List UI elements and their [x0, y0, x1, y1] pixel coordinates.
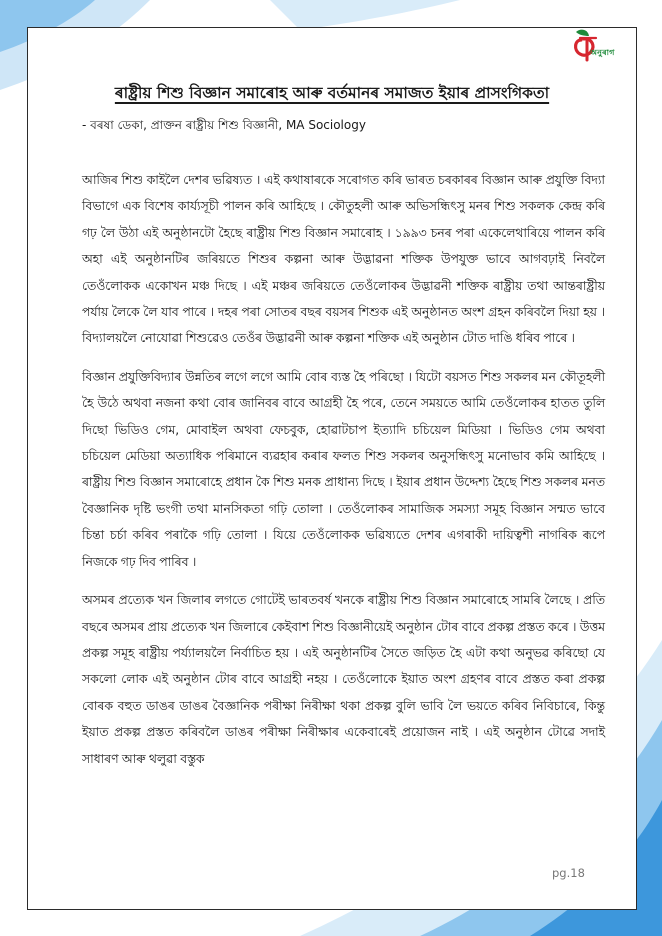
paragraph-3: অসমৰ প্ৰত্যেক খন জিলাৰ লগতে গোটেই ভাৰতবৰ্ষ খনকে ৰাষ্ট্ৰীয় শিশু বিজ্ঞান সমাৰোহে সামৰি লৈছে । প্ৰতি বছৰে অসমৰ প্ৰায় প্ৰত্যেক খন জিলাৰে কেইবাশ শিশু বিজ্ঞানীয়েই অনুষ্ঠান টোৰ বাবে প্ৰকল্প প্ৰস্তত কৰে । উত্তম প্ৰকল্প সমূহ ৰাষ্ট্ৰীয় পৰ্য্যালয়লৈ নিৰ্বাচিত হয় । এই অনুষ্ঠানটিৰ সৈতে জড়িত হৈ এটা কথা অনুভৱ কৰিছো যে সকলো লোক এই অনুষ্ঠান টোৰ বাবে আগ্ৰহী নহয় । তেওঁলোকে ইয়াত অংশ গ্ৰহণৰ বাবে প্ৰস্তত কৰা প্ৰকল্প বোৰক বহুত ডাঙৰ ডাঙৰ বৈজ্ঞানিক পৰীক্ষা নিৰীক্ষা থকা প্ৰকল্প বুলি ভাবি লৈ ভয়তে কৰিব নিবিচাৰে, কিন্তু ইয়াত প্ৰকল্প প্ৰস্তত কৰিবলৈ ডাঙৰ পৰীক্ষা নিৰীক্ষাৰ একেবাৰেই প্ৰয়োজন নাই । এই অনুষ্ঠান টোৱে সদাই সাধাৰণ আৰু থলুৱা বস্তুক [82, 593, 605, 766]
logo-text: অনুৰাগ [590, 48, 615, 57]
leaf-letter-logo-icon [566, 26, 638, 66]
author-byline: - বৰষা ডেকা, প্ৰাক্তন ৰাষ্ট্ৰীয় শিশু বিজ্ঞানী, MA Sociology [82, 118, 366, 132]
page-title [52, 81, 612, 107]
paragraph-2: বিজ্ঞান প্ৰযুক্তিবিদ্যাৰ উন্নতিৰ লগে লগে আমি বোৰ ব্যস্ত হৈ পৰিছো । যিটো বয়সত শিশু সকলৰ মন কৌতূহলী হৈ উঠে অথবা নজনা কথা বোৰ জানিবৰ বাবে আগ্ৰহী হৈ পৰে, তেনে সময়তে আমি তেওঁলোকৰ হাতত তুলি দিছো ভিডিও গেম, মোবাইল অথবা ফেচবুক, হোৱাটচাপ ইত্যাদি চচিয়েল মিডিয়া । ভিডিও গেম অথবা চচিয়েল মেডিয়া অত্যাধিক পৰিমানে ব্যৱহাৰ কৰাৰ ফলত শিশু সকলৰ অনুসন্ধিৎসু মনোভাব কমি আহিছে । ৰাষ্ট্ৰীয় শিশু বিজ্ঞান সমাৰোহে প্ৰধান কৈ শিশু মনক প্ৰাধান্য দিছে । ইয়াৰ প্ৰধান উদ্দেশ্য হৈছে শিশু সকলৰ মনত বৈজ্ঞানিক দৃষ্টি ভংগী তথা মানসিকতা গঢ়ি তোলা । তেওঁলোকৰ সামাজিক সমস্যা সমূহ বিজ্ঞান সন্মত ভাবে চিন্তা চৰ্চা কৰিব পৰাকৈ গঢ়ি তোলা । যিয়ে তেওঁলোকক ভৱিষ্যতে দেশৰ এগৰাকী দায়িত্বশী নাগৰিক ৰূপে নিজকে গঢ় দিব পাৰিব । [82, 369, 605, 569]
page-title-text: ৰাষ্ট্ৰীয় শিশু বিজ্ঞান সমাৰোহ আৰু বৰ্তমানৰ সমাজত ইয়াৰ প্ৰাসংগিকতা [114, 84, 550, 102]
paragraph-1: আজিৰ শিশু কাইলৈ দেশৰ ভৱিষ্যত । এই কথাষাৰকে সৰোগত কৰি ভাৰত চৰকাৰৰ বিজ্ঞান আৰু প্ৰযুক্তি বিদ্যা বিভাগে এক বিশেষ কাৰ্য্যসূচী পালন কৰি আহিছে । কৌতুহলী আৰু অভিসন্ধিৎসু মনৰ শিশু সকলক কেন্দ্ৰ কৰি গঢ় লৈ উঠা এই অনুষ্ঠানটো হৈছে ৰাষ্ট্ৰীয় শিশু বিজ্ঞান সমাৰোহ । ১৯৯৩ চনৰ পৰা একেলেথাৰিয়ে পালন কৰি অহা এই অনুষ্ঠানটিৰ জৰিয়তে শিশুৰ কল্পনা আৰু উদ্ভাৱনা শক্তিক উপযুক্ত ভাবে আগবঢ়াই নিবলৈ তেওঁলোকক একোখন মঞ্চ দিছে । এই মঞ্চৰ জৰিয়তে তেওঁলোকৰ উদ্ভাৱনী শক্তিক ৰাষ্ট্ৰীয় তথা আন্তৰাষ্ট্ৰীয় পৰ্যায় লৈকে লৈ যাব পাৰে । দহৰ পৰা সোতৰ বছৰ বয়সৰ শিশুক এই অনুষ্ঠানত অংশ গ্ৰহন কৰিবলৈ দিয়া হয় । বিদ্যালয়লৈ নোযোৱা শিশুৱেও তেওঁৰ উদ্ভাৱনী আৰু কল্পনা শক্তিক এই অনুষ্ঠান টোত দাঙি ধৰিব পাৰে । [82, 173, 605, 346]
article-body [82, 167, 605, 784]
page-number: pg.18 [552, 866, 585, 880]
